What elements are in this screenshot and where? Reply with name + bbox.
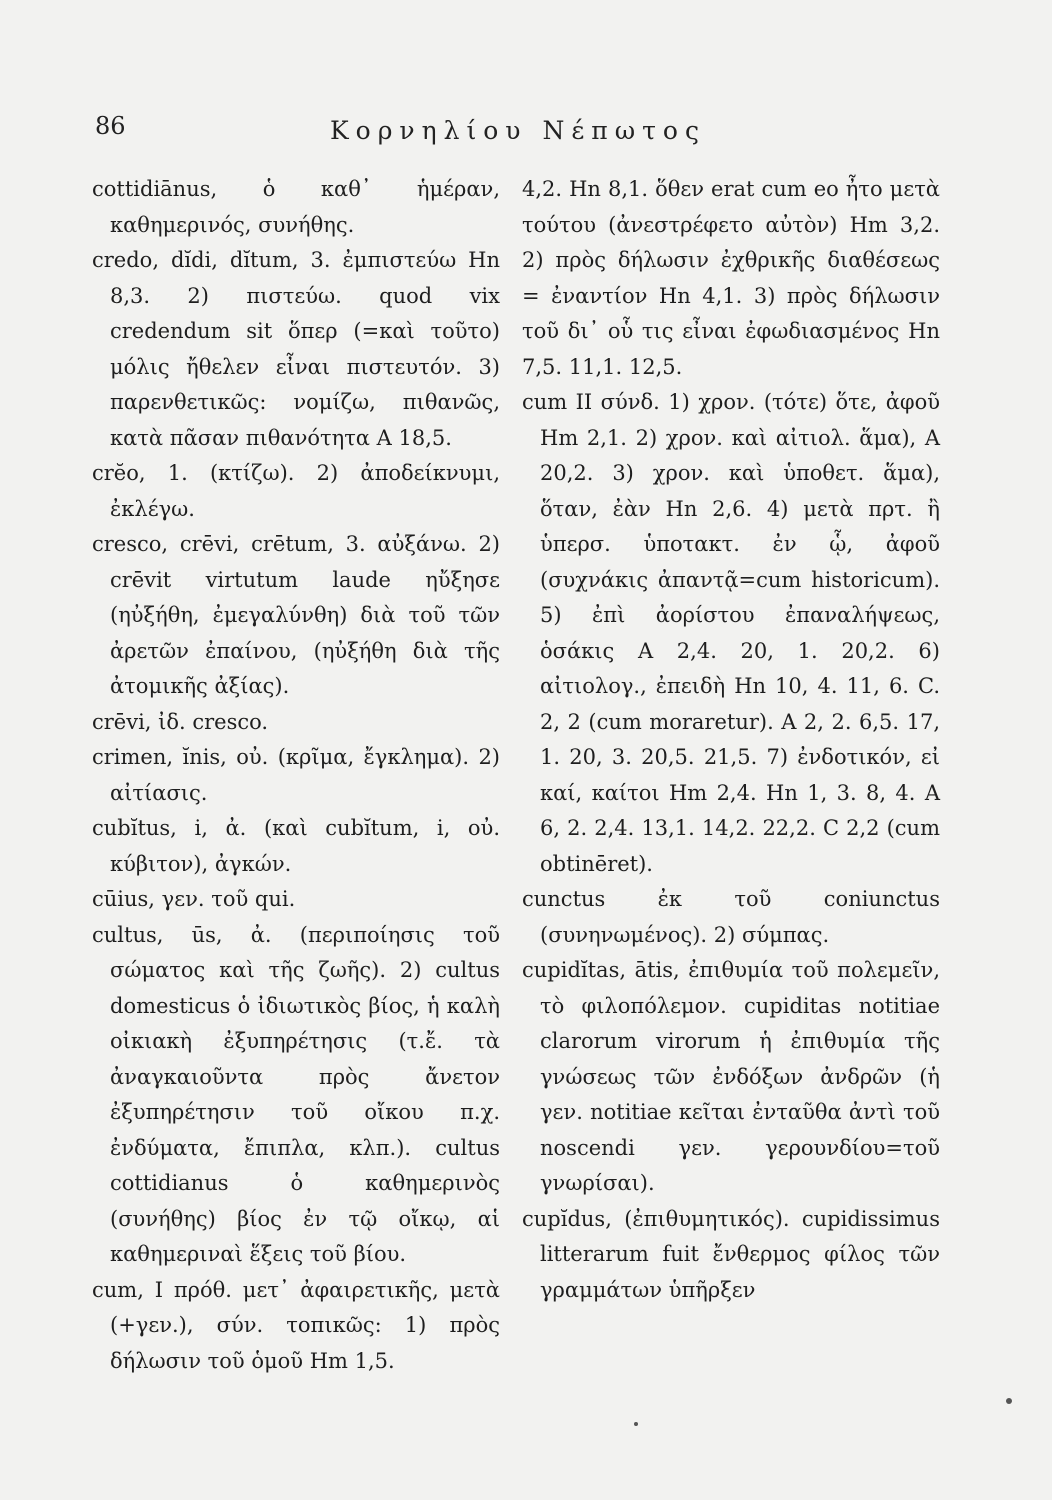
running-head-title: Κορνηλίου Νέπωτος [330,116,706,145]
entry-cum-i-continued: 4,2. Hn 8,1. ὅθεν erat cum eo ἦτο μετὰ τούτου (ἀνεστρέφετο αὐτὸν) Hm 3,2. 2) πρὸς δήλωσιν ἐχθρικῆς διαθέσεως = ἐναντίον Hn 4,1. 3) πρὸς δήλωσιν τοῦ δι᾽ οὗ τις εἶναι ἐφωδιασμένος Hn 7,5. 11,1. 12,5. [522,177,940,379]
entry-creo: crĕo, 1. (κτίζω). 2) ἀποδείκνυμι, ἐκλέγω. [92,461,500,521]
entry-crevi: crēvi, ἰδ. cresco. [92,709,269,734]
entry-cultus: cultus, ūs, ἀ. (περιποίησις τοῦ σώματος καὶ τῆς ζωῆς). 2) cultus domesticus ὁ ἰδιωτικὸς βίος, ἡ καλὴ οἰκιακὴ ἐξυπηρέτησις (τ.ἔ. τὰ ἀναγκαιοῦντα πρὸς ἄνετον ἐξυπηρέτησιν τοῦ οἴκου π.χ. ἐνδύματα, ἔπιπλα, κλπ.). cultus cottidianus ὁ καθημερινὸς (συνήθης) βίος ἐν τῷ οἴκῳ, αἱ καθημεριναὶ ἕξεις τοῦ βίου. [92,922,500,1266]
entry-credo: credo, dĭdi, dĭtum, 3. ἐμπιστεύω Hn 8,3. 2) πιστεύω. quod vix credendum sit ὅπερ (=καὶ τοῦτο) μόλις ἤθελεν εἶναι πιστευτόν. 3) παρενθετικῶς: νομίζω, πιθανῶς, κατὰ πᾶσαν πιθανότητα A 18,5. [92,248,500,450]
paper-speck [634,1422,638,1426]
left-column [92,172,500,1379]
entry-cum-ii: cum II σύνδ. 1) χρον. (τότε) ὅτε, ἀφοῦ Hm 2,1. 2) χρον. καὶ αἰτιολ. ἅμα), A 20,2. 3) χρον. καὶ ὑποθετ. ἅμα), ὅταν, ἐὰν Hn 2,6. 4) μετὰ πρτ. ἢ ὑπερσ. ὑποτακτ. ἐν ᾧ, ἀφοῦ (συχνάκις ἀπαντᾷ=cum historicum). 5) ἐπὶ ἀορίστου ἐπαναλήψεως, ὁσάκις A 2,4. 20, 1. 20,2. 6) αἰτιολογ., ἐπειδὴ Hn 10, 4. 11, 6. C. 2, 2 (cum moraretur). A 2, 2. 6,5. 17, 1. 20, 3. 20,5. 21,5. 7) ἐνδοτικόν, εἰ καί, καίτοι Hm 2,4. Hn 1, 3. 8, 4. A 6, 2. 2,4. 13,1. 14,2. 22,2. C 2,2 (cum obtinēret). [522,390,940,876]
entry-cottidianus: cottidiānus, ὁ καθ᾽ ἡμέραν, καθημερινός, συνήθης. [92,177,500,237]
entry-cresco: cresco, crēvi, crētum, 3. αὐξάνω. 2) crēvit virtutum laude ηὔξησε (ηὐξήθη, ἐμεγαλύνθη) διὰ τοῦ τῶν ἀρετῶν ἐπαίνου, (ηὐξήθη διὰ τῆς ἀτομικῆς ἀξίας). [92,532,500,698]
entry-cupidus: cupĭdus, (ἐπιθυμητικός). cupidissimus litterarum fuit ἔνθερμος φίλος τῶν γραμμάτων ὑπῆρξεν [522,1206,940,1302]
entry-cubitus: cubĭtus, i, ἀ. (καὶ cubĭtum, i, οὐ. κύβιτον), ἀγκών. [92,816,500,876]
page-number: 86 [95,112,126,140]
entry-cunctus: cunctus ἐκ τοῦ coniunctus (συνηνωμένος). 2) σύμπας. [522,887,940,947]
entry-crimen: crimen, ĭnis, οὐ. (κρῖμα, ἔγκλημα). 2) αἰτίασις. [92,745,500,805]
entry-cupiditas: cupidĭtas, ātis, ἐπιθυμία τοῦ πολεμεῖν, τὸ φιλοπόλεμον. cupiditas notitiae clarorum virorum ἡ ἐπιθυμία τῆς γνώσεως τῶν ἐνδόξων ἀνδρῶν (ἡ γεν. notitiae κεῖται ἐνταῦθα ἀντὶ τοῦ noscendi γεν. γερουνδίου=τοῦ γνωρίσαι). [522,958,940,1195]
entry-cum-i: cum, I πρόθ. μετ᾽ ἀφαιρετικῆς, μετὰ (+γεν.), σύν. τοπικῶς: 1) πρὸς δήλωσιν τοῦ ὁμοῦ Hm 1,5. [92,1277,500,1373]
right-column [522,172,940,1308]
entry-cuius: cūius, γεν. τοῦ qui. [92,887,296,911]
paper-speck [1006,1398,1012,1404]
